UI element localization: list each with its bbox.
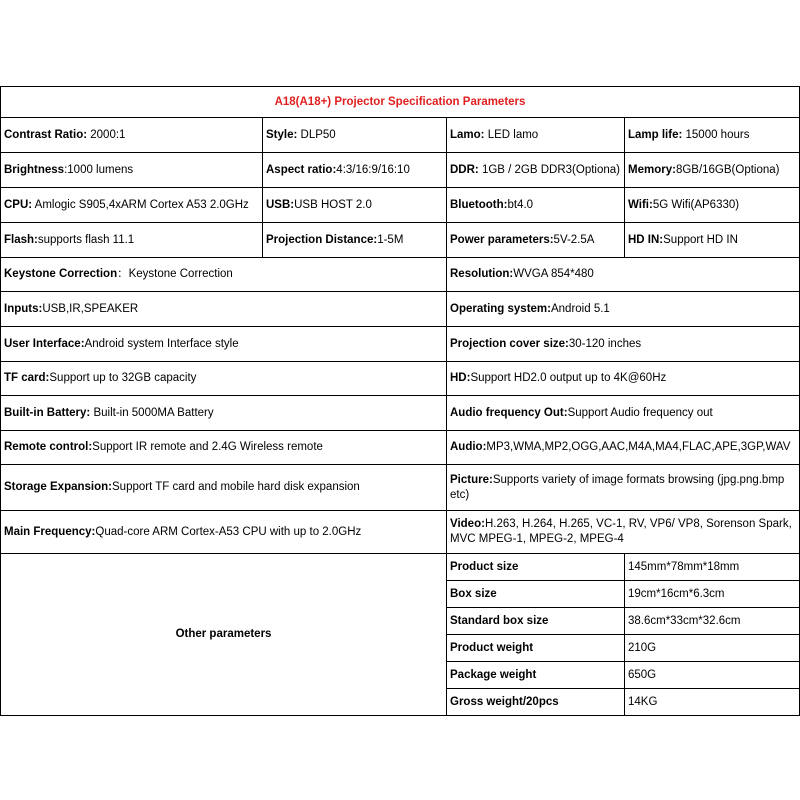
spec-value: 2000:1 [87,128,126,141]
spec-label: Package weight [450,668,537,681]
spec-value: Quad-core ARM Cortex-A53 CPU with up to 2.0GHz [95,525,362,538]
spec-value: supports flash 11.1 [37,233,135,246]
spec-cell-left [1,258,447,292]
spec-cell-right [447,511,800,554]
spec-value: LED lamo [484,128,539,141]
table-title: A18(A18+) Projector Specification Parameters [1,87,800,118]
spec-label: Built-in Battery: [4,406,91,419]
spec-label: Brightness [4,163,65,176]
spec-value: Support HD2.0 output up to 4K@60Hz [470,372,667,384]
spec-value: 4:3/16:9/16:10 [336,163,410,176]
spec-value: 19cm*16cm*6.3cm [628,587,725,600]
other-item-value [625,554,800,581]
spec-row [1,223,800,258]
other-item-value [625,608,800,635]
spec-value: MP3,WMA,MP2,OGG,AAC,M4A,MA4,FLAC,APE,3GP,WAV [486,441,791,453]
spec-label: Gross weight/20pcs [450,695,559,708]
spec-cell [1,188,263,223]
spec-value: WVGA 854*480 [513,268,594,280]
spec-value: Android 5.1 [550,302,610,315]
spec-value: 1-5M [377,233,404,246]
spec-label: HD: [450,372,471,384]
spec-label: Flash: [4,233,38,246]
spec-label: Main Frequency: [4,525,96,538]
spec-label: Box size [450,587,497,600]
spec-cell [447,118,625,153]
spec-label: Aspect ratio: [266,163,337,176]
other-item-value [625,662,800,689]
spec-label: Projection cover size: [450,337,569,350]
spec-cell [1,153,263,188]
spec-cell [263,153,447,188]
spec-value: Supports variety of image formats browsing (jpg.png.bmp etc) [450,473,785,501]
spec-label: Projection Distance: [266,233,378,246]
spec-value: Support Audio frequency out [567,406,713,419]
spec-label: Picture: [450,473,493,486]
spec-label: Remote control: [4,441,93,453]
spec-value: 30-120 inches [568,337,642,350]
spec-value: 15000 hours [682,128,750,141]
spec-value: USB,IR,SPEAKER [42,302,139,315]
spec-row [1,188,800,223]
spec-cell-right [447,396,800,431]
other-item-label [447,689,625,716]
spec-label: Inputs: [4,302,43,315]
other-item-value [625,581,800,608]
spec-cell [447,188,625,223]
spec-row [1,258,800,292]
spec-cell [263,188,447,223]
spec-cell-left [1,396,447,431]
spec-value: Support up to 32GB capacity [49,372,197,384]
spec-label: Wifi: [628,198,653,211]
spec-cell-right [447,431,800,465]
spec-value: :1000 lumens [64,163,134,176]
title-row [1,87,800,118]
other-item-label [447,608,625,635]
spec-label: Product size [450,560,519,573]
spec-label: Resolution: [450,268,514,280]
spec-value: 145mm*78mm*18mm [628,560,740,573]
spec-row [1,153,800,188]
spec-value: 14KG [628,695,658,708]
spec-cell [263,118,447,153]
spec-cell-right [447,258,800,292]
spec-cell [625,223,800,258]
spec-cell [625,118,800,153]
spec-value: 650G [628,668,657,681]
spec-label: Lamp life: [628,128,683,141]
spec-label: Lamo: [450,128,485,141]
spec-value: 210G [628,641,657,654]
spec-label: Memory: [628,163,676,176]
spec-cell-right [447,327,800,362]
spec-cell-left [1,292,447,327]
other-parameters-label: Other parameters [1,554,447,716]
spec-value: 38.6cm*33cm*32.6cm [628,614,741,627]
spec-cell [625,153,800,188]
spec-label: Standard box size [450,614,549,627]
spec-cell [625,188,800,223]
spec-value: Built-in 5000MA Battery [90,406,214,419]
spec-cell [447,223,625,258]
spec-row [1,118,800,153]
other-row [1,554,800,581]
spec-value: Support HD IN [663,233,738,246]
spec-table-body [1,87,800,716]
spec-label: Keystone Correction [4,268,118,280]
spec-cell-right [447,292,800,327]
spec-value: 5V-2.5A [553,233,595,246]
spec-value: 1GB / 2GB DDR3(Optiona) [478,163,620,176]
spec-row [1,465,800,511]
spec-label: USB: [266,198,295,211]
spec-cell [263,223,447,258]
spec-label: TF card: [4,372,50,384]
spec-cell-right [447,362,800,396]
other-item-value [625,689,800,716]
other-item-label [447,581,625,608]
spec-row [1,292,800,327]
spec-value: Amlogic S905,4xARM Cortex A53 2.0GHz [32,198,249,211]
spec-cell-left [1,431,447,465]
spec-row [1,511,800,554]
other-item-label [447,554,625,581]
spec-label: Contrast Ratio: [4,128,88,141]
spec-label: CPU: [4,198,33,211]
spec-value: ：Keystone Correction [117,268,233,280]
spec-value: Support TF card and mobile hard disk expansion [112,481,360,493]
other-item-label [447,662,625,689]
spec-row [1,362,800,396]
other-item-label [447,635,625,662]
spec-value: H.263, H.264, H.265, VC-1, RV, VP6/ VP8, Sorenson Spark, MVC MPEG-1, MPEG-2, MPEG-4 [450,518,792,545]
spec-row [1,431,800,465]
spec-table [0,86,800,716]
spec-label: Storage Expansion: [4,481,112,493]
spec-label: Operating system: [450,302,551,315]
spec-cell [1,118,263,153]
spec-value: bt4.0 [507,198,534,211]
spec-label: HD IN: [628,233,664,246]
spec-value: USB HOST 2.0 [294,198,372,211]
spec-label: DDR: [450,163,479,176]
other-item-value [625,635,800,662]
spec-value: Android system Interface style [84,337,239,350]
spec-cell-left [1,465,447,511]
spec-value: DLP50 [297,128,336,141]
spec-label: User Interface: [4,337,85,350]
spec-value: Support IR remote and 2.4G Wireless remote [92,441,323,453]
spec-label: Product weight [450,641,534,654]
spec-cell [1,223,263,258]
spec-label: Style: [266,128,298,141]
spec-label: Bluetooth: [450,198,508,211]
spec-label: Audio: [450,441,487,453]
spec-cell-left [1,362,447,396]
spec-row [1,327,800,362]
spec-label: Video: [450,518,485,530]
spec-cell [447,153,625,188]
spec-row [1,396,800,431]
spec-label: Power parameters: [450,233,554,246]
spec-cell-right [447,465,800,511]
spec-cell-left [1,327,447,362]
spec-label: Audio frequency Out: [450,406,568,419]
spec-value: 5G Wifi(AP6330) [652,198,740,211]
spec-value: 8GB/16GB(Optiona) [675,163,780,176]
spec-cell-left [1,511,447,554]
